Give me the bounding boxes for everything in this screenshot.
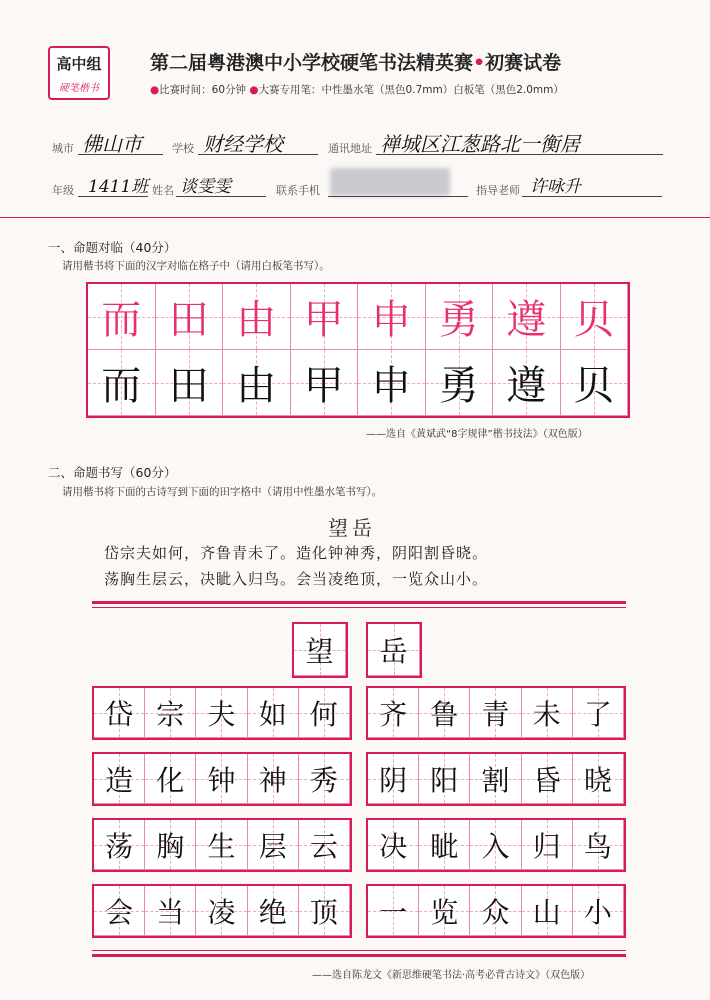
- section1-instructions: 请用楷书将下面的汉字对临在格子中（请用白板笔书写）。: [62, 260, 330, 272]
- poem-cell[interactable]: [299, 886, 350, 936]
- poem-char: 未: [532, 697, 561, 731]
- title-grid-left: [292, 622, 348, 678]
- model-cell: [88, 284, 156, 350]
- address-value[interactable]: 禅城区江葱路北一衡居: [380, 132, 580, 156]
- poem-char: 齐: [379, 697, 408, 731]
- model-char: 而: [101, 297, 142, 343]
- poem-char: 决: [379, 829, 408, 863]
- poem-cell[interactable]: [419, 754, 470, 804]
- poem-char: 阴: [379, 763, 408, 797]
- poem-char: 众: [481, 895, 510, 929]
- poem-char: 绝: [258, 895, 287, 929]
- model-char: 贝: [573, 297, 614, 343]
- poem-cell[interactable]: [145, 688, 196, 738]
- poem-char: 晓: [583, 763, 612, 797]
- model-char: 甲: [303, 297, 344, 343]
- teacher-value[interactable]: 许咏升: [530, 177, 581, 197]
- title-cell[interactable]: [368, 624, 420, 676]
- poem-cell[interactable]: [196, 820, 247, 870]
- poem-char: 层: [258, 829, 287, 863]
- subtitle-dot-1: ●: [150, 84, 160, 96]
- poem-divider-top: [92, 601, 626, 604]
- address-label: 通讯地址: [328, 142, 372, 155]
- poem-char: 神: [258, 763, 287, 797]
- poem-cell[interactable]: [522, 754, 573, 804]
- copy-cell[interactable]: [223, 350, 291, 416]
- poem-char: 化: [156, 763, 185, 797]
- poem-cell[interactable]: [368, 886, 419, 936]
- model-char: 田: [168, 297, 209, 343]
- poem-char: 归: [532, 829, 561, 863]
- poem-char: 钟: [207, 763, 236, 797]
- poem-grid-row-3-right: [366, 818, 626, 872]
- poem-char: 山: [532, 895, 561, 929]
- poem-char: 眦: [430, 829, 459, 863]
- poem-char: 昏: [532, 763, 561, 797]
- page-title: [150, 48, 561, 75]
- copied-char: 勇: [438, 363, 479, 409]
- poem-cell[interactable]: [419, 688, 470, 738]
- poem-grid-row-4-left: [92, 884, 352, 938]
- title-tail: 初赛试卷: [485, 52, 562, 74]
- poem-char: 胸: [156, 829, 185, 863]
- poem-cell[interactable]: [573, 886, 624, 936]
- poem-cell[interactable]: [94, 886, 145, 936]
- teacher-label: 指导老师: [476, 184, 520, 197]
- poem-cell[interactable]: [196, 754, 247, 804]
- title-char: 岳: [379, 634, 408, 668]
- group-sub-label: 硬笔楷书: [59, 83, 99, 94]
- school-label: 学校: [172, 142, 194, 155]
- poem-cell[interactable]: [470, 820, 521, 870]
- poem-char: 秀: [309, 763, 338, 797]
- copy-cell[interactable]: [156, 350, 224, 416]
- phone-label: 联系手机: [276, 184, 320, 197]
- poem-cell[interactable]: [522, 688, 573, 738]
- poem-cell[interactable]: [145, 886, 196, 936]
- copy-cell[interactable]: [426, 350, 494, 416]
- copying-grid: [86, 282, 630, 418]
- exam-time: 比赛时间：60分钟: [159, 84, 247, 96]
- copy-cell[interactable]: [358, 350, 426, 416]
- poem-grid-row-1-left: [92, 686, 352, 740]
- copied-char: 田: [168, 363, 209, 409]
- poem-char: 青: [481, 697, 510, 731]
- section1-source-caption: ——选自《黄斌武“8字规律”楷书技法》（双色版）: [366, 429, 588, 440]
- copy-cell[interactable]: [88, 350, 156, 416]
- poem-char: 夫: [207, 697, 236, 731]
- title-char: 望: [305, 634, 334, 668]
- poem-char: 何: [309, 697, 338, 731]
- copy-cell[interactable]: [291, 350, 359, 416]
- copy-cell[interactable]: [493, 350, 561, 416]
- poem-cell[interactable]: [94, 754, 145, 804]
- poem-cell[interactable]: [248, 820, 299, 870]
- section2-heading: 二、命题书写（60分）: [48, 465, 177, 480]
- poem-cell[interactable]: [299, 820, 350, 870]
- poem-cell[interactable]: [196, 886, 247, 936]
- header-divider: [0, 217, 710, 218]
- poem-cell[interactable]: [368, 820, 419, 870]
- grade-label: 年级: [52, 184, 74, 197]
- poem-cell[interactable]: [248, 688, 299, 738]
- poem-grid-row-3-left: [92, 818, 352, 872]
- poem-char: 云: [309, 829, 338, 863]
- model-cell: [493, 284, 561, 350]
- poem-divider-bottom-thin: [92, 950, 626, 951]
- poem-char: 顶: [309, 895, 338, 929]
- poem-char: 生: [207, 829, 236, 863]
- poem-cell[interactable]: [419, 886, 470, 936]
- poem-grid-row-1-right: [366, 686, 626, 740]
- school-value[interactable]: 财经学校: [203, 132, 283, 156]
- title-grid-right: [366, 622, 422, 678]
- poem-cell[interactable]: [573, 688, 624, 738]
- name-value[interactable]: 谈雯雯: [180, 177, 231, 197]
- poem-cell[interactable]: [248, 886, 299, 936]
- poem-char: 会: [105, 895, 134, 929]
- city-value[interactable]: 佛山市: [82, 132, 142, 156]
- poem-char: 了: [583, 697, 612, 731]
- section1-heading: 一、命题对临（40分）: [48, 240, 177, 255]
- poem-cell[interactable]: [196, 688, 247, 738]
- model-char: 勇: [438, 297, 479, 343]
- section2-source-caption: ——选自陈龙文《新思维硬笔书法·高考必背古诗文》（双色版）: [312, 970, 591, 981]
- poem-cell[interactable]: [145, 820, 196, 870]
- copied-char: 遵: [506, 363, 547, 409]
- poem-char: 阳: [430, 763, 459, 797]
- model-cell: [223, 284, 291, 350]
- model-cell: [156, 284, 224, 350]
- poem-char: 当: [156, 895, 185, 929]
- poem-cell[interactable]: [248, 754, 299, 804]
- poem-char: 岱: [105, 697, 134, 731]
- poem-char: 小: [583, 895, 612, 929]
- poem-char: 览: [430, 895, 459, 929]
- poem-char: 宗: [156, 697, 185, 731]
- poem-cell[interactable]: [299, 688, 350, 738]
- subtitle-dot-2: ●: [249, 84, 259, 96]
- poem-cell[interactable]: [299, 754, 350, 804]
- model-cell: [358, 284, 426, 350]
- model-char: 遵: [506, 297, 547, 343]
- phone-underline: [328, 196, 468, 197]
- group-label: 高中组: [56, 55, 102, 73]
- model-cell: [426, 284, 494, 350]
- copied-char: 贝: [573, 363, 614, 409]
- poem-cell[interactable]: [573, 820, 624, 870]
- poem-char: 造: [105, 763, 134, 797]
- poem-cell[interactable]: [368, 688, 419, 738]
- phone-redacted: [330, 168, 450, 196]
- copy-cell[interactable]: [561, 350, 629, 416]
- poem-cell[interactable]: [419, 820, 470, 870]
- poem-cell[interactable]: [522, 820, 573, 870]
- poem-char: 荡: [105, 829, 134, 863]
- city-label: 城市: [52, 142, 74, 155]
- copied-char: 由: [236, 363, 277, 409]
- poem-char: 如: [258, 697, 287, 731]
- poem-char: 鲁: [430, 697, 459, 731]
- poem-char: 割: [481, 763, 510, 797]
- exam-subtitle: [150, 82, 564, 97]
- poem-cell[interactable]: [94, 820, 145, 870]
- poem-char: 凌: [207, 895, 236, 929]
- poem-cell[interactable]: [470, 688, 521, 738]
- copied-char: 而: [101, 363, 142, 409]
- exam-pen-rule: 大赛专用笔：中性墨水笔（黑色0.7mm）白板笔（黑色2.0mm）: [258, 84, 564, 96]
- poem-cell[interactable]: [368, 754, 419, 804]
- poem-char: 入: [481, 829, 510, 863]
- group-badge: [48, 46, 110, 100]
- section2-instructions: 请用楷书将下面的古诗写到下面的田字格中（请用中性墨水笔书写）。: [62, 486, 383, 498]
- poem-cell[interactable]: [470, 754, 521, 804]
- copied-char: 申: [371, 363, 412, 409]
- poem-cell[interactable]: [94, 688, 145, 738]
- model-char: 申: [371, 297, 412, 343]
- poem-grid-row-2-left: [92, 752, 352, 806]
- poem-char: 一: [379, 895, 408, 929]
- grade-value[interactable]: 1411班: [88, 177, 149, 197]
- title-cell[interactable]: [294, 624, 346, 676]
- poem-cell[interactable]: [522, 886, 573, 936]
- poem-divider-bottom: [92, 954, 626, 957]
- poem-divider-top-thin: [92, 607, 626, 608]
- poem-grid-row-2-right: [366, 752, 626, 806]
- poem-line-2: 荡胸生层云，决眦入归鸟。会当凌绝顶，一览众山小。: [104, 570, 489, 588]
- poem-grid-row-4-right: [366, 884, 626, 938]
- poem-char: 鸟: [583, 829, 612, 863]
- copied-char: 甲: [303, 363, 344, 409]
- poem-title: 望岳: [328, 516, 376, 540]
- poem-cell[interactable]: [573, 754, 624, 804]
- poem-line-1: 岱宗夫如何，齐鲁青未了。造化钟神秀，阴阳割昏晓。: [104, 544, 489, 562]
- title-dot: •: [473, 52, 486, 74]
- model-char: 由: [236, 297, 277, 343]
- model-cell: [291, 284, 359, 350]
- name-label: 姓名: [152, 184, 174, 197]
- poem-cell[interactable]: [470, 886, 521, 936]
- title-main: 第二届粤港澳中小学校硬笔书法精英赛: [150, 52, 474, 74]
- model-cell: [561, 284, 629, 350]
- poem-cell[interactable]: [145, 754, 196, 804]
